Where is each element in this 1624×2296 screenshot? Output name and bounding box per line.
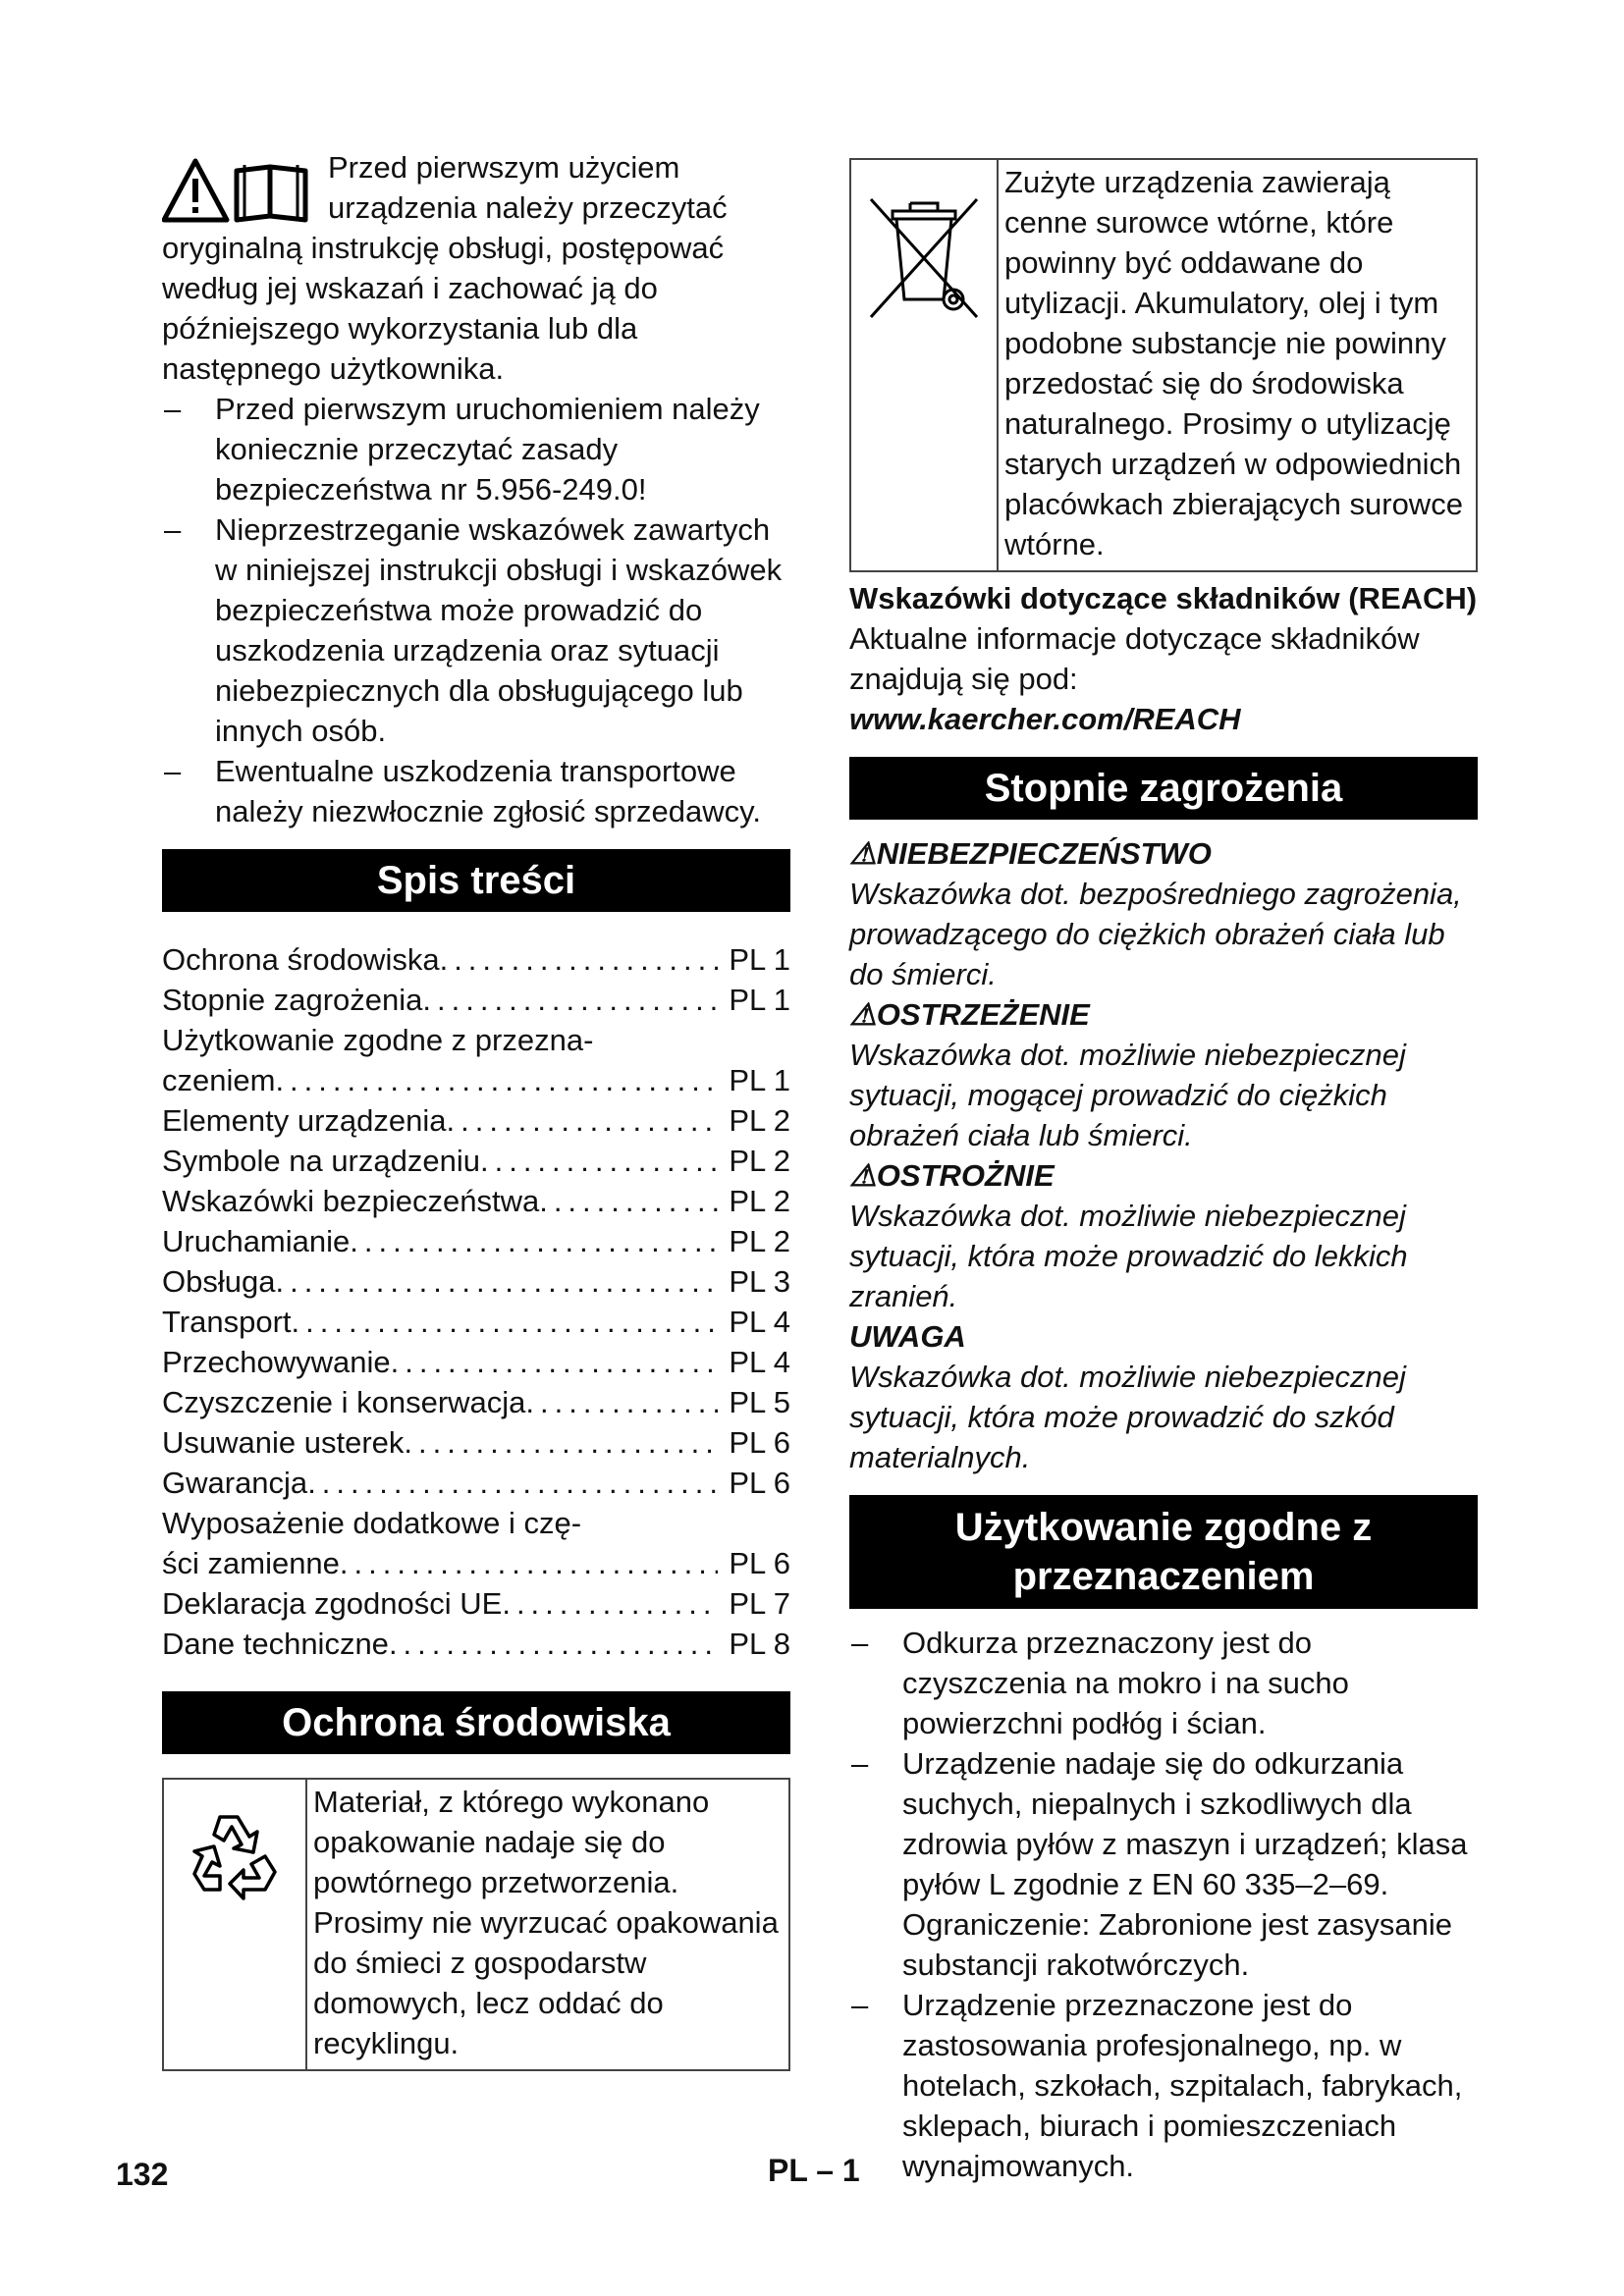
hazard-title-danger: ⚠NIEBEZPIECZEŃSTWO — [849, 836, 1212, 871]
hazard-text-notice: Wskazówka dot. możliwie niebezpiecznej sytuacji, która może prowadzić do szkód materialnych. — [849, 1360, 1406, 1474]
toc-title: Stopnie zagrożenia — [162, 983, 423, 1017]
hazard-heading: Stopnie zagrożenia — [849, 757, 1478, 820]
toc-row[interactable] — [162, 1503, 790, 1543]
toc-row[interactable] — [162, 1020, 790, 1060]
list-item: – Odkurza przeznaczony jest do czyszczenia na mokro i na sucho powierzchni podłóg i ścian. — [849, 1623, 1478, 1743]
toc-title: Usuwanie usterek — [162, 1425, 405, 1460]
hazard-title-warning: ⚠OSTRZEŻENIE — [849, 997, 1090, 1032]
list-item: – Urządzenie przeznaczone jest do zastosowania profesjonalnego, np. w hotelach, szkołach, szpitalach, fabrykach, sklepach, biurach i pomieszczeniach wynajmowanych. — [849, 1985, 1478, 2186]
toc-title: Przechowywanie — [162, 1345, 391, 1379]
toc-title: Czyszczenie i konserwacja — [162, 1385, 526, 1419]
toc-row[interactable] — [162, 1100, 790, 1141]
hazard-title-notice: UWAGA — [849, 1319, 966, 1354]
waste-box — [849, 158, 1478, 572]
toc-page: PL 1 — [729, 942, 790, 977]
page-number: 132 — [116, 2157, 169, 2192]
toc-title: Ochrona środowiska — [162, 942, 440, 977]
list-item: – Urządzenie nadaje się do odkurzania suchych, niepalnych i szkodliwych dla zdrowia pyłów z maszyn i urządzeń; klasa pyłów L zgodnie z EN 60 335–2–69. Ograniczenie: Zabronione jest zasysanie substancji rakotwórczych. — [849, 1743, 1478, 1985]
recycling-box — [162, 1778, 790, 2071]
toc-title: Wskazówki bezpieczeństwa — [162, 1184, 540, 1218]
toc-row[interactable] — [162, 1342, 790, 1382]
intro-text: Przed pierwszym użyciem urządzenia należy przeczytać oryginalną instrukcję obsługi, postępować według jej wskazań i zachować ją do późniejszego wykorzystania lub dla następnego użytkownika. — [162, 150, 728, 386]
toc-row[interactable] — [162, 1422, 790, 1463]
toc-page: PL 4 — [729, 1345, 790, 1379]
toc-page: PL 2 — [729, 1103, 790, 1138]
waste-text: Zużyte urządzenia zawierają cenne surowce wtórne, które powinny być oddawane do utylizacji. Akumulatory, olej i tym podobne substancje nie powinny przedostać się do środowiska naturalnego. Prosimy o utylizację starych urządzeń w odpowiednich placówkach zbierających surowce wtórne. — [1004, 165, 1463, 561]
environment-heading: Ochrona środowiska — [162, 1691, 790, 1754]
toc-row[interactable] — [162, 1382, 790, 1422]
crossed-bin-icon — [851, 160, 999, 570]
open-book-icon — [237, 165, 305, 220]
warning-manual-icons — [162, 157, 314, 226]
right-column — [849, 158, 1478, 2186]
toc-row[interactable] — [162, 1141, 790, 1181]
toc-page: PL 1 — [729, 1063, 790, 1097]
toc-page: PL 1 — [729, 983, 790, 1017]
toc-title: Dane techniczne — [162, 1627, 389, 1661]
list-item: – Ewentualne uszkodzenia transportowe należy niezwłocznie zgłosić sprzedawcy. — [162, 751, 790, 831]
toc-page: PL 5 — [729, 1385, 790, 1419]
toc-title: Wyposażenie dodatkowe i czę- — [162, 1506, 582, 1540]
hazard-text-warning: Wskazówka dot. możliwie niebezpiecznej sytuacji, mogącej prowadzić do ciężkich obrażeń ciała lub śmierci. — [849, 1038, 1406, 1152]
toc-title: Gwarancja — [162, 1466, 308, 1500]
recycling-icon — [164, 1780, 307, 2069]
toc-page: PL 7 — [729, 1586, 790, 1621]
toc-title: czeniem — [162, 1063, 276, 1097]
toc-page: PL 8 — [729, 1627, 790, 1661]
toc-page: PL 2 — [729, 1184, 790, 1218]
toc-row[interactable] — [162, 1261, 790, 1302]
toc-page: PL 6 — [729, 1425, 790, 1460]
toc-title: Deklaracja zgodności UE — [162, 1586, 503, 1621]
reach-link[interactable]: www.kaercher.com/REACH — [849, 702, 1241, 736]
toc-title: Obsługa — [162, 1264, 276, 1299]
toc-page: PL 6 — [729, 1546, 790, 1580]
recycling-text: Materiał, z którego wykonano opakowanie nadaje się do powtórnego przetworzenia. Prosimy nie wyrzucać opakowania do śmieci z gospodarstw domowych, lecz oddać do recyklingu. — [313, 1785, 779, 2060]
toc-title: Użytkowanie zgodne z przezna- — [162, 1023, 594, 1057]
toc-row[interactable] — [162, 1181, 790, 1221]
warning-triangle-icon — [164, 161, 227, 220]
toc-title: ści zamienne — [162, 1546, 340, 1580]
toc-page: PL 2 — [729, 1144, 790, 1178]
toc-title: Symbole na urządzeniu — [162, 1144, 480, 1178]
toc-row[interactable] — [162, 939, 790, 980]
toc-row[interactable] — [162, 1583, 790, 1624]
toc-row[interactable] — [162, 1221, 790, 1261]
toc-title: Uruchamianie — [162, 1224, 351, 1258]
toc-page: PL 4 — [729, 1305, 790, 1339]
toc-page: PL 3 — [729, 1264, 790, 1299]
contents-heading: Spis treści — [162, 849, 790, 912]
hazard-levels — [849, 833, 1478, 1477]
toc-row[interactable] — [162, 1543, 790, 1583]
reach-heading: Wskazówki dotyczące składników (REACH) — [849, 581, 1478, 615]
toc-row[interactable] — [162, 980, 790, 1020]
toc-page: PL 6 — [729, 1466, 790, 1500]
hazard-text-danger: Wskazówka dot. bezpośredniego zagrożenia, prowadzącego do ciężkich obrażeń ciała lub do śmierci. — [849, 877, 1462, 991]
toc-row[interactable] — [162, 1463, 790, 1503]
intro-list — [162, 389, 790, 831]
hazard-title-caution: ⚠OSTROŻNIE — [849, 1158, 1055, 1193]
intro-section — [162, 147, 790, 831]
usage-heading: Użytkowanie zgodne z przeznaczeniem — [849, 1495, 1478, 1609]
toc-row[interactable] — [162, 1624, 790, 1664]
toc-row[interactable] — [162, 1302, 790, 1342]
toc-row[interactable] — [162, 1060, 790, 1100]
section-page-code: PL – 1 — [768, 2153, 860, 2188]
usage-list — [849, 1623, 1478, 2186]
toc-page: PL 2 — [729, 1224, 790, 1258]
toc-title: Transport — [162, 1305, 292, 1339]
left-column — [162, 147, 790, 2071]
list-item: – Przed pierwszym uruchomieniem należy koniecznie przeczytać zasady bezpieczeństwa nr 5.956-249.0! — [162, 389, 790, 509]
reach-text: Aktualne informacje dotyczące składników znajdują się pod: — [849, 621, 1420, 696]
table-of-contents — [162, 939, 790, 1664]
toc-title: Elementy urządzenia — [162, 1103, 447, 1138]
hazard-text-caution: Wskazówka dot. możliwie niebezpiecznej sytuacji, która może prowadzić do lekkich zranień. — [849, 1199, 1408, 1313]
list-item: – Nieprzestrzeganie wskazówek zawartych w niniejszej instrukcji obsługi i wskazówek bezpieczeństwa może prowadzić do uszkodzenia urządzenia oraz sytuacji niebezpiecznych dla obsługującego lub innych osób. — [162, 509, 790, 751]
